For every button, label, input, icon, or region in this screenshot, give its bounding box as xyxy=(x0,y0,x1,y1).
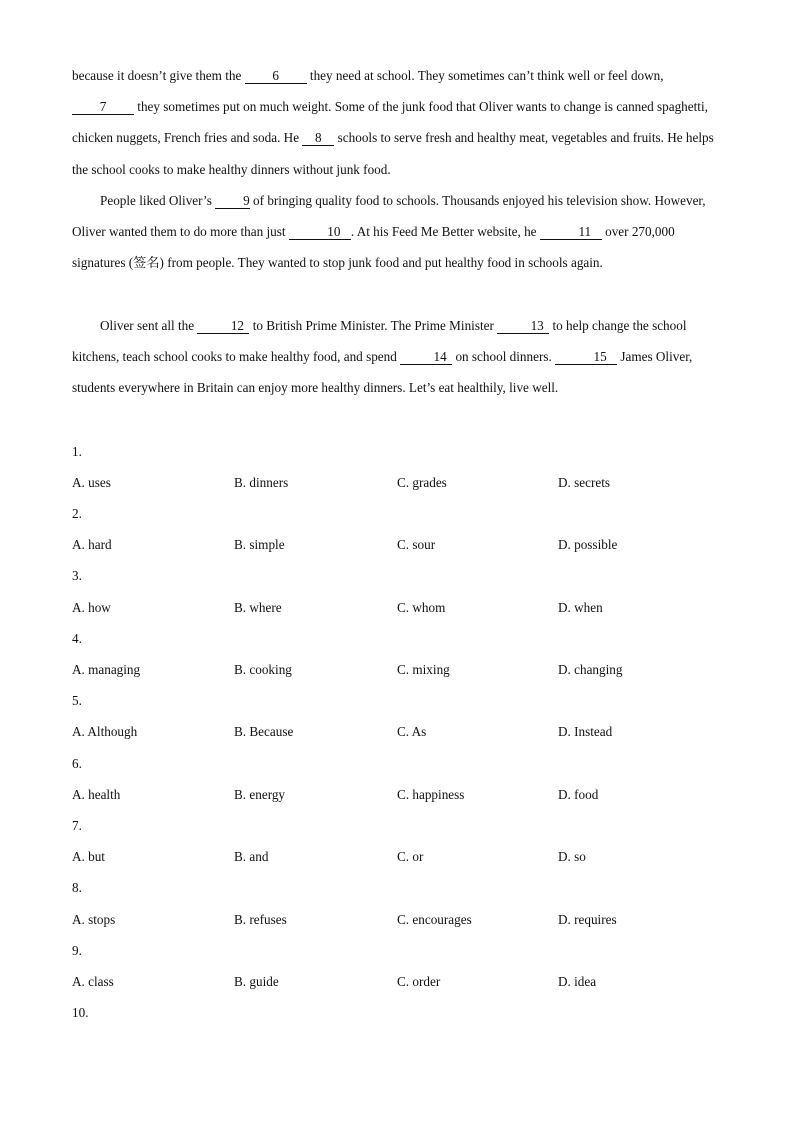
question-number: 9. xyxy=(72,943,82,958)
option-b[interactable]: B. simple xyxy=(234,537,285,552)
question-number: 10. xyxy=(72,1005,89,1020)
passage-text: they need at school. They sometimes can’t think well or feel down, xyxy=(306,68,664,83)
option-b[interactable]: B. cooking xyxy=(234,662,292,677)
option-b[interactable]: B. and xyxy=(234,849,269,864)
passage-text: on school dinners. xyxy=(452,349,556,365)
option-b[interactable]: B. dinners xyxy=(234,475,289,490)
passage-text: People liked Oliver’s xyxy=(100,193,216,208)
question-4-options xyxy=(72,662,732,682)
option-d[interactable]: D. secrets xyxy=(558,475,610,490)
blank-7: 7 xyxy=(72,100,134,115)
passage-text: to British Prime Minister. The Prime Minister xyxy=(249,318,498,333)
option-a[interactable]: A. managing xyxy=(72,662,141,677)
passage-text: James Oliver, students everywhere in Britain can enjoy more healthy dinners. Let’s eat healthily, live well. xyxy=(72,349,693,396)
question-number: 6. xyxy=(72,756,82,771)
option-d[interactable]: D. food xyxy=(558,787,599,802)
question-number: 7. xyxy=(72,818,82,833)
option-b[interactable]: B. Because xyxy=(234,724,294,739)
option-c[interactable]: C. encourages xyxy=(397,912,472,927)
question-5-options xyxy=(72,724,732,744)
option-c[interactable]: C. sour xyxy=(397,537,436,552)
blank-14: 14 xyxy=(400,350,452,365)
option-d[interactable]: D. idea xyxy=(558,974,597,989)
question-9-options xyxy=(72,974,732,994)
passage-text: they sometimes put on much weight. Some of the junk food that Oliver wants to change is canned spaghetti, chicken nuggets, French fries and soda. He xyxy=(72,99,708,146)
passage-text: of bringing quality food to schools. Thousands enjoyed his television show. However, Oliver wanted them to do more than just xyxy=(72,193,706,240)
passage-paragraph-3 xyxy=(72,310,724,404)
option-a[interactable]: A. class xyxy=(72,974,114,989)
blank-12: 12 xyxy=(197,319,249,334)
question-number: 3. xyxy=(72,568,82,583)
passage-text: to help change the school kitchens, teach school cooks to make healthy food, and spend xyxy=(72,318,687,365)
option-c[interactable]: C. As xyxy=(397,724,427,739)
blank-11: 11 xyxy=(540,225,602,240)
blank-8: 8 xyxy=(302,131,334,146)
passage-text: Oliver sent all the xyxy=(100,318,198,333)
question-7-options xyxy=(72,849,732,869)
question-8-options xyxy=(72,912,732,932)
passage-text: . At his Feed Me Better website, he xyxy=(350,224,540,240)
option-c[interactable]: C. or xyxy=(397,849,424,864)
question-number: 2. xyxy=(72,506,82,521)
option-d[interactable]: D. so xyxy=(558,849,586,864)
passage-text: over 270,000 signatures (签名) from people. They wanted to stop junk food and put healthy food in schools again. xyxy=(72,224,675,271)
option-d[interactable]: D. Instead xyxy=(558,724,613,739)
option-c[interactable]: C. mixing xyxy=(397,662,450,677)
passage-text: because it doesn’t give them the xyxy=(72,68,245,83)
option-c[interactable]: C. happiness xyxy=(397,787,465,802)
option-c[interactable]: C. grades xyxy=(397,475,447,490)
question-number: 5. xyxy=(72,693,82,708)
question-6-options xyxy=(72,787,732,807)
passage-text: schools to serve fresh and healthy meat, vegetables and fruits. He helps the school cooks to make healthy dinners without junk food. xyxy=(72,130,714,177)
passage-paragraph-2 xyxy=(72,185,724,279)
option-b[interactable]: B. where xyxy=(234,600,282,615)
option-a[interactable]: A. health xyxy=(72,787,121,802)
option-b[interactable]: B. energy xyxy=(234,787,286,802)
option-d[interactable]: D. when xyxy=(558,600,603,615)
question-2-options xyxy=(72,537,732,557)
question-number: 8. xyxy=(72,880,82,895)
option-a[interactable]: A. stops xyxy=(72,912,116,927)
question-1-options xyxy=(72,475,732,495)
option-c[interactable]: C. whom xyxy=(397,600,446,615)
option-d[interactable]: D. possible xyxy=(558,537,618,552)
question-number: 1. xyxy=(72,444,82,459)
blank-15: 15 xyxy=(555,350,617,365)
option-a[interactable]: A. hard xyxy=(72,537,112,552)
blank-10: 10 xyxy=(289,225,351,240)
question-number: 4. xyxy=(72,631,82,646)
blank-6: 6 xyxy=(245,69,307,84)
option-d[interactable]: D. changing xyxy=(558,662,623,677)
option-d[interactable]: D. requires xyxy=(558,912,617,927)
option-a[interactable]: A. how xyxy=(72,600,111,615)
option-b[interactable]: B. refuses xyxy=(234,912,287,927)
option-a[interactable]: A. uses xyxy=(72,475,111,490)
blank-9: 9 xyxy=(215,194,250,209)
option-a[interactable]: A. Although xyxy=(72,724,138,739)
passage-paragraph-1 xyxy=(72,60,724,185)
blank-13: 13 xyxy=(497,319,549,334)
option-a[interactable]: A. but xyxy=(72,849,105,864)
question-3-options xyxy=(72,600,732,620)
option-b[interactable]: B. guide xyxy=(234,974,279,989)
option-c[interactable]: C. order xyxy=(397,974,441,989)
